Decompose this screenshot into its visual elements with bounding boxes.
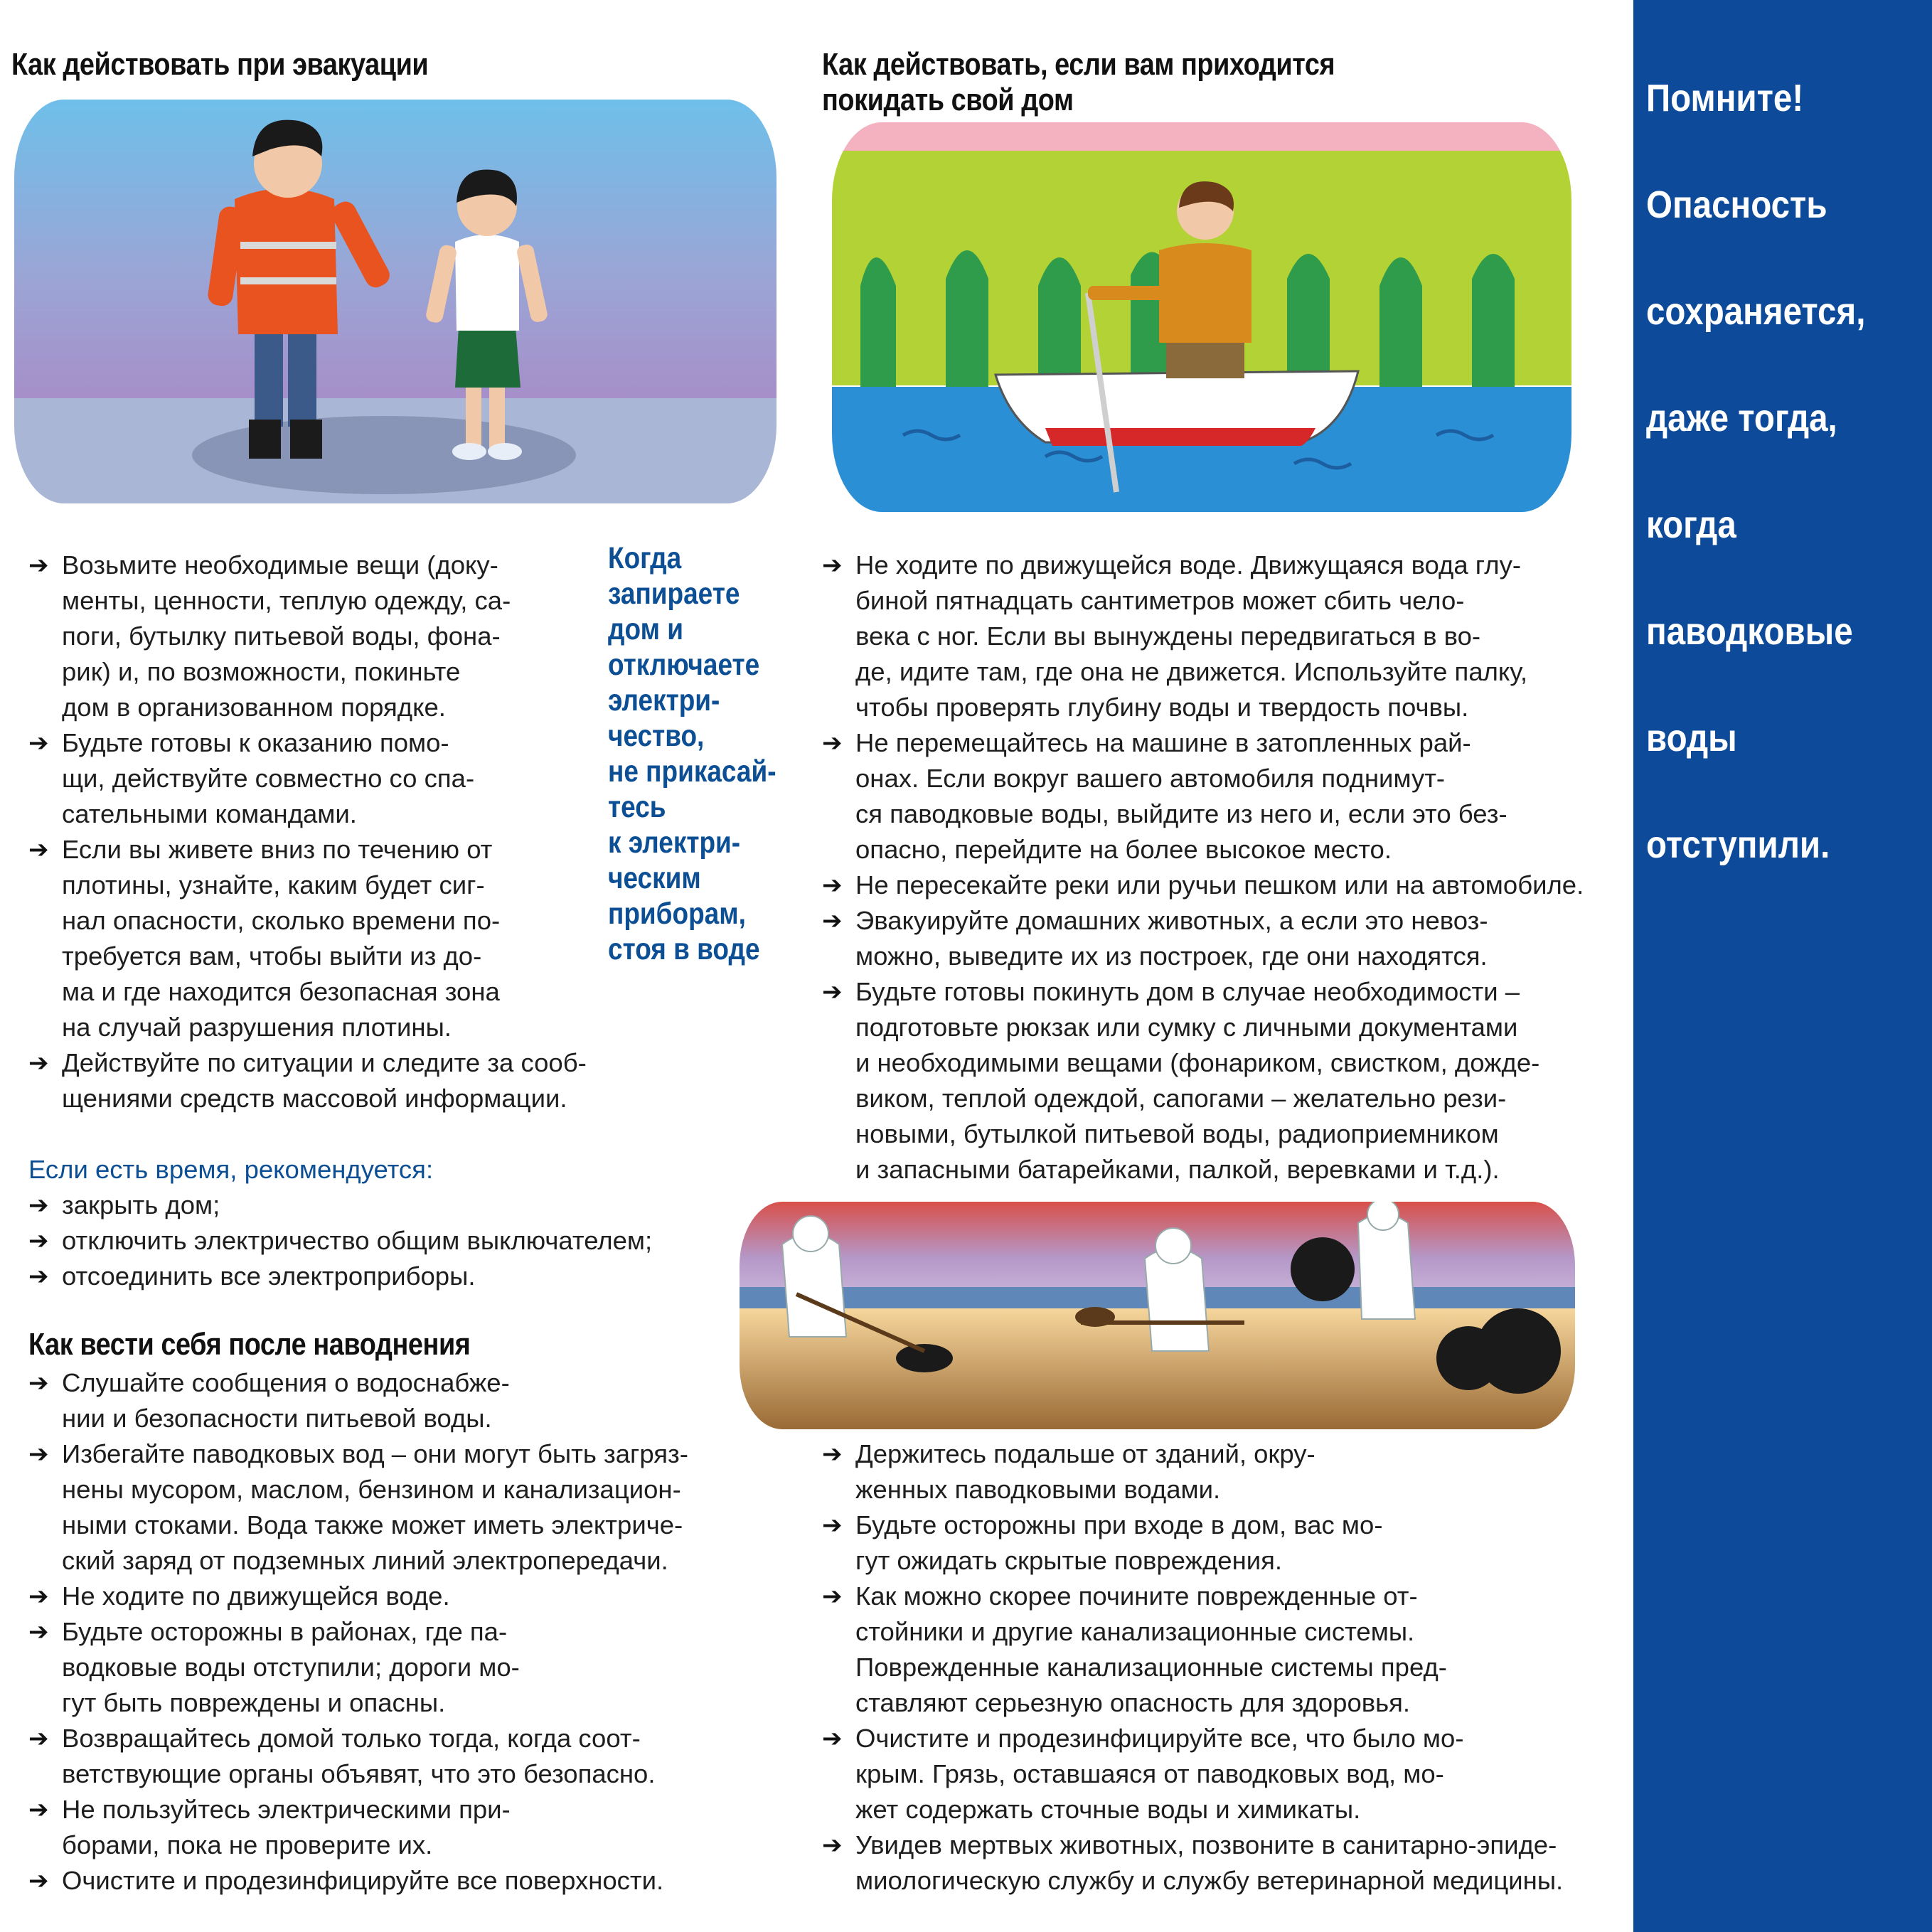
list-item: ➔ Возьмите необходимые вещи (доку- менты, ценности, теплую одежду, са- поги, бутылку питьевой воды, фона- рик) и, по возможности, покиньте дом в организованном порядке. [28, 548, 612, 725]
boat-illustration [832, 122, 1571, 512]
list-item: ➔ Действуйте по ситуации и следите за сооб- щениями средств массовой информации. [28, 1045, 612, 1116]
list-item: ➔ Будьте осторожны в районах, где па- водковые воды отступили; дороги мо- гут быть повреждены и опасны. [28, 1614, 740, 1721]
list-item: ➔ Будьте готовы покинуть дом в случае необходимости – подготовьте рюкзак или сумку с личными документами и необходимыми вещами (фонариком, свистком, дожде- виком, теплой одеждой, сапогами – желательно рези- новыми, бутылкой питьевой воды, радиоприемником и запасными батарейками, палкой, веревками и т.д.). [822, 974, 1633, 1188]
leaving-home-list [822, 548, 1633, 1188]
after-flood-list-left [28, 1365, 740, 1899]
reminder-sidebar [1633, 0, 1932, 1932]
reminder-line: сохраняется, [1646, 290, 1866, 333]
reminder-line: Опасность [1646, 183, 1827, 226]
reminder-line: паводковые [1646, 610, 1853, 653]
list-item: ➔ Будьте готовы к оказанию помо- щи, действуйте совместно со спа- сательными командами. [28, 725, 612, 832]
list-item: ➔ Не ходите по движущейся воде. Движущаяся вода глу- биной пятнадцать сантиметров может сбить чело- века с ног. Если вы вынуждены передвигаться в во- де, идите там, где она не движется. Используйте палку, чтобы проверять глубину воды и твердость почвы. [822, 548, 1633, 725]
list-item: ➔ Увидев мертвых животных, позвоните в санитарно-эпиде- миологическую службу и службу ветеринарной медицины. [822, 1827, 1633, 1899]
list-item: ➔ Эвакуируйте домашних животных, а если это невоз- можно, выведите их из построек, где они находятся. [822, 903, 1633, 974]
reminder-line: отступили. [1646, 823, 1830, 866]
reminder-line: даже тогда, [1646, 397, 1837, 439]
list-item: ➔ Очистите и продезинфицируйте все, что было мо- крым. Грязь, оставшаяся от паводковых вод, мо- жет содержать сточные воды и химикаты. [822, 1721, 1633, 1827]
list-item: ➔ Не ходите по движущейся воде. [28, 1579, 740, 1614]
list-item: ➔ Если вы живете вниз по течению от плотины, узнайте, каким будет сиг- нал опасности, сколько времени по- требуется вам, чтобы выйти из до- ма и где находится безопасная зона на случай разрушения плотины. [28, 832, 612, 1045]
leaving-home-heading: Как действовать, если вам приходится покидать свой дом [822, 47, 1335, 117]
list-item: ➔ Как можно скорее почините поврежденные от- стойники и другие канализационные системы. Поврежденные канализационные системы пред- ставляют серьезную опасность для здоровья. [822, 1579, 1633, 1721]
cleanup-illustration [740, 1202, 1575, 1429]
list-item: ➔ Не пользуйтесь электрическими при- борами, пока не проверите их. [28, 1792, 740, 1863]
recommend-heading: Если есть время, рекомендуется: [28, 1155, 434, 1184]
reminder-line: когда [1646, 503, 1736, 546]
list-item: ➔ Не перемещайтесь на машине в затопленных рай- онах. Если вокруг вашего автомобиля поднимут- ся паводковые воды, выйдите из него и, если это без- опасно, перейдите на более высокое место. [822, 725, 1633, 868]
reminder-line: воды [1646, 717, 1737, 759]
list-item: ➔ закрыть дом; [28, 1188, 725, 1223]
after-flood-list-right [822, 1436, 1633, 1899]
electricity-callout: Когда запираете дом и отключаете электри- чество, не прикасай- тесь к электри- ческим приборам, стоя в воде [608, 541, 776, 966]
list-item: ➔ Держитесь подальше от зданий, окру- женных паводковыми водами. [822, 1436, 1633, 1507]
evacuation-illustration [14, 100, 776, 503]
list-item: ➔ Очистите и продезинфицируйте все поверхности. [28, 1863, 740, 1899]
evacuation-heading: Как действовать при эвакуации [11, 47, 429, 82]
after-flood-heading: Как вести себя после наводнения [28, 1327, 471, 1362]
list-item: ➔ Возвращайтесь домой только тогда, когда соот- ветствующие органы объявят, что это безопасно. [28, 1721, 740, 1792]
recommend-list [28, 1188, 725, 1294]
reminder-line: Помните! [1646, 77, 1804, 119]
list-item: ➔ отсоединить все электроприборы. [28, 1259, 725, 1294]
boat [996, 371, 1358, 446]
list-item: ➔ отключить электричество общим выключателем; [28, 1223, 725, 1259]
list-item: ➔ Не пересекайте реки или ручьи пешком или на автомобиле. [822, 868, 1633, 903]
evacuation-list [28, 548, 612, 1116]
list-item: ➔ Избегайте паводковых вод – они могут быть загряз- нены мусором, маслом, бензином и канализацион- ными стоками. Вода также может иметь электриче- ский заряд от подземных линий электропередачи. [28, 1436, 740, 1579]
list-item: ➔ Слушайте сообщения о водоснабже- нии и безопасности питьевой воды. [28, 1365, 740, 1436]
list-item: ➔ Будьте осторожны при входе в дом, вас мо- гут ожидать скрытые повреждения. [822, 1507, 1633, 1579]
